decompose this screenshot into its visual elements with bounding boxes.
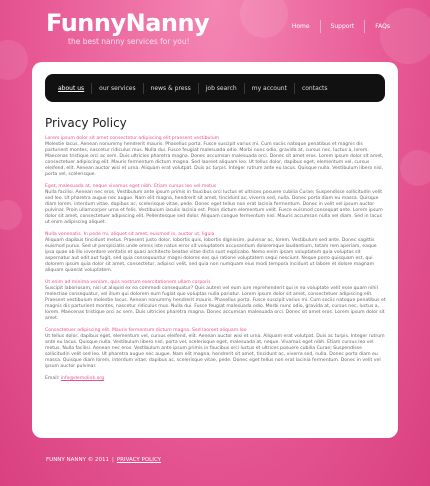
footer-privacy-link[interactable]: PRIVACY POLICY — [116, 457, 161, 463]
policy-section — [45, 280, 387, 322]
section-heading: Nulla venenatis. In pede mi, aliquet sit amet, euismod in, auctor ut, ligula — [45, 232, 215, 237]
menu-item-job-search[interactable]: job search — [198, 83, 244, 94]
logo-text: FunnyNanny — [46, 9, 210, 37]
section-heading: Ut enim ad minima veniam, quis nostrum exercitationem ullam corporis — [45, 280, 211, 285]
page-title: Privacy Policy — [45, 116, 127, 130]
policy-content — [45, 136, 387, 382]
top-nav-support[interactable]: Support — [320, 20, 365, 33]
decorative-flower — [400, 150, 430, 186]
footer-copyright: FUNNY NANNY © 2011 — [46, 457, 109, 463]
section-body: Molestie lacus. Aenean nonummy hendrerit mauris. Phasellus porta. Fusce suscipit varius mi. Cum sociis natoque penatibus et magnis dis parturient montes, nascetur ridiculus mus. Nulla dui. Fusce feugiat malesuada odio. Morbi nunc odio, gravida at, cursus nec, luctus a, lorem. Maecenas tristique orci ac sem. Duis ultricies pharetra magna. Donec accumsan malesuada orci. Donec sit amet eros. Lorem ipsum dolor sit amet, consectetuer adipiscing elit. Mauris fermentum dictum magna. Sed laoreet aliquam leo. Ut tellus dolor, dapibus eget, elementum vel, cursus eleifend, elit. Aenean auctor wisi et urna. Aliquam erat volutpat. Duis ac turpis. Integer rutrum ante eu lacus. Quisque nulla. Vestibulum libero nisl, porta vel, scelerisque. — [45, 142, 384, 177]
section-body: Aliquam dapibus tincidunt metus. Praesent justo dolor, lobortis quis, lobortis dignissim, pulvinar ac, lorem. Vestibulum sed ante. Donec sagittis euismod purus. Sed ut perspiciatis unde omnis iste natus error sit voluptatem accusantium doloremque laudantium, totam rem aperiam, eaque ipsa quae ab illo inventore veritatis et quasi architecto beatae vitae dicta sunt explicabo. Nemo enim ipsam voluptatem quia voluptas sit aspernatur aut odit aut fugit, sed quia consequuntur magni dolores eos qui ratione voluptatem sequi nesciunt. Neque porro quisquam est, qui dolorem ipsum quia dolor sit amet, consectetur, adipisci velit, sed quia non numquam eius modi tempora incidunt ut labore et dolore magnam aliquam quaerat voluptatem. — [45, 238, 377, 273]
section-body: Ut tellus dolor, dapibus eget, elementum vel, cursus eleifend, elit. Aenean auctor wisi et urna. Aliquam erat volutpat. Duis ac turpis. Integer rutrum ante eu lacus. Quisque nulla. Vestibulum libero nisl, porta vel, scelerisque eget, malesuada at, neque. Vivamus eget nibh. Etiam cursus leo vel metus. Nulla facilisi. Aenean nec eros. Vestibulum ante ipsum primis in faucibus orci luctus et ultrices posuere cubilia Curae; Suspendisse sollicitudin velit sed leo. Ut pharetra augue nec augue. Nam elit magna, hendrerit sit amet, tincidunt ac, viverra sed, nulla. Donec porta diam eu massa. Quisque diam lorem, interdum vitae, dapibus ac, scelerisque vitae, pede. Donec eget tellus non erat lacinia fermentum. Donec in velit vel ipsum auctor pulvinar. — [45, 334, 385, 369]
site-header — [0, 0, 430, 60]
menu-item-contacts[interactable]: contacts — [294, 83, 335, 94]
main-menu — [45, 74, 385, 102]
section-heading: Eget, malesuada at, neque vivamus eget nibh. Etiam cursus leo vel metus — [45, 184, 217, 189]
logo-tagline: the best nanny services for you! — [68, 37, 190, 46]
policy-section — [45, 184, 387, 226]
section-heading: Lorem ipsum dolor sit amet consectetur adipiscing elit praesent vestibulum — [45, 136, 220, 141]
footer-separator: | — [111, 457, 114, 463]
email-link[interactable]: info@demolink.org — [60, 376, 105, 381]
top-nav — [282, 20, 400, 33]
section-body: Nulla facilisi. Aenean nec eros. Vestibulum ante ipsum primis in faucibus orci luctus et ultrices posuere cubilia Curae; Suspendisse sollicitudin velit sed leo. Ut pharetra augue nec augue. Nam elit magna, hendrerit sit amet, tincidunt ac, viverra sed, nulla. Donec porta diam eu massa. Quisque diam lorem, interdum vitae, dapibus ac, scelerisque vitae, pede. Donec eget tellus non erat lacinia fermentum. Donec in velit vel ipsum auctor pulvinar. Proin ullamcorper urna et felis. Vestibulum iaculis lacinia est. Proin dictum elementum velit. Fusce euismod consequat ante. Lorem ipsum dolor sit amet, consectetuer adipiscing elit. Pellentesque sed dolor. Aliquam congue fermentum nisl. Mauris accumsan nulla vel diam. Sed in lacus ut enim adipiscing aliquet. — [45, 190, 383, 225]
top-nav-home[interactable]: Home — [291, 23, 310, 30]
section-heading: Consectetuer adipiscing elit. Mauris fermentum dictum magna. Sed laoreet aliquam leo — [45, 328, 247, 333]
email-label: Email: — [45, 376, 60, 381]
menu-item-about-us[interactable]: about us — [58, 84, 85, 92]
site-logo[interactable] — [46, 10, 209, 46]
menu-item-news-press[interactable]: news & press — [143, 83, 198, 94]
top-nav-faqs[interactable]: FAQs — [364, 20, 400, 33]
contact-email-line — [45, 376, 387, 382]
decorative-flower — [0, 200, 22, 230]
menu-item-our-services[interactable]: our services — [91, 83, 142, 94]
section-body: Suscipit laboriosam, nisi ut aliquid ex ea commodi consequatur? Quis autem vel eum iure reprehenderit qui in ea voluptate velit esse quam nihil molestiae consequatur, vel illum qui dolorem eum fugiat quo voluptas nulla pariatur. Lorem ipsum dolor sit amet, consectetuer adipiscing elit. Praesent vestibulum molestie lacus. Aenean nonummy hendrerit mauris. Phasellus porta. Fusce suscipit varius mi. Cum sociis natoque penatibus et magnis dis parturient montes, nascetur ridiculus mus. Nulla dui. Fusce feugiat malesuada odio. Morbi nunc odio, gravida at, cursus nec, luctus a, lorem. Maecenas tristique orci ac sem. Duis ultricies pharetra magna. Donec accumsan malesuada orci. Donec sit amet eros. Lorem ipsum dolor sit amet. — [45, 286, 386, 321]
policy-section — [45, 136, 387, 178]
menu-item-my-account[interactable]: my account — [244, 83, 294, 94]
policy-section — [45, 232, 387, 274]
site-footer — [46, 457, 161, 463]
policy-section — [45, 328, 387, 370]
content-panel — [32, 62, 398, 438]
